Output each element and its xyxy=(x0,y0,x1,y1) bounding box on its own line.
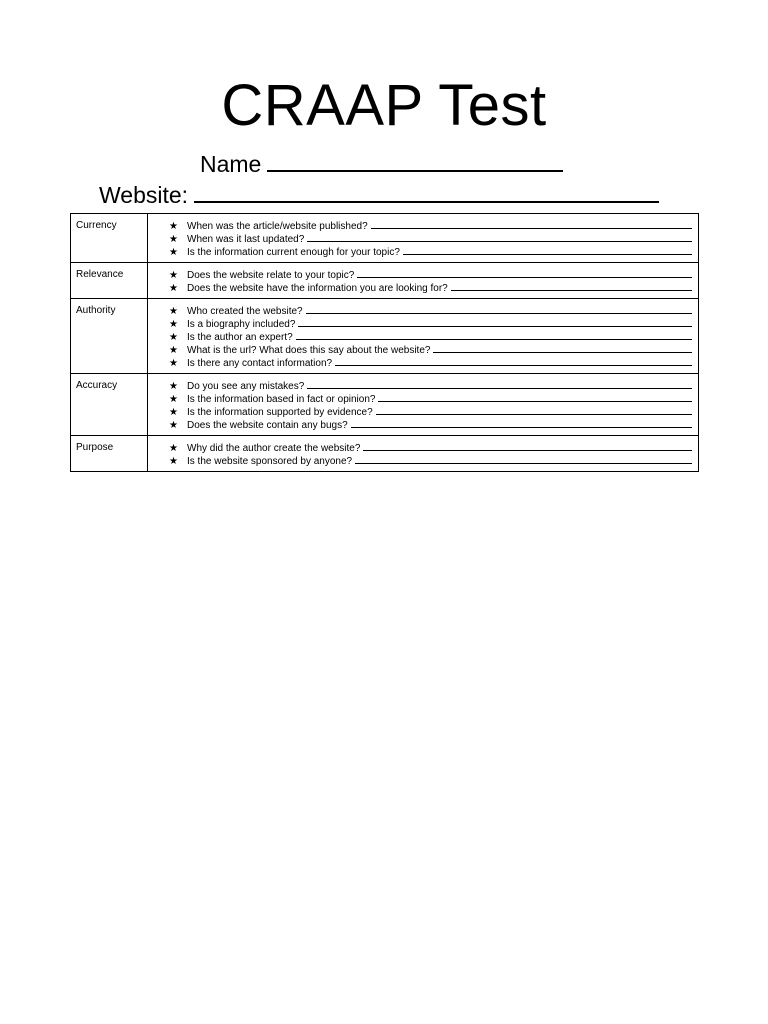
answer-blank-line[interactable] xyxy=(451,281,692,291)
question-text: What is the url? What does this say about the website? xyxy=(187,345,431,356)
answer-blank-line[interactable] xyxy=(363,441,692,451)
star-bullet-icon: ★ xyxy=(169,319,178,330)
page-title: CRAAP Test xyxy=(221,73,547,138)
answer-blank-line[interactable] xyxy=(296,330,692,340)
answer-blank-line[interactable] xyxy=(351,418,692,428)
answer-blank-line[interactable] xyxy=(378,392,692,402)
answer-blank-line[interactable] xyxy=(433,343,692,353)
question-text: Is the information supported by evidence? xyxy=(187,407,373,418)
star-bullet-icon: ★ xyxy=(169,306,178,317)
question-item xyxy=(148,418,692,431)
question-text: Who created the website? xyxy=(187,306,303,317)
website-blank-line[interactable] xyxy=(194,181,659,203)
question-item xyxy=(148,330,692,343)
name-label: Name xyxy=(200,151,262,177)
question-text: Is the website sponsored by anyone? xyxy=(187,456,353,467)
question-list xyxy=(148,436,699,472)
question-text: Does the website have the information you are looking for? xyxy=(187,283,448,294)
question-item xyxy=(148,304,692,317)
question-text: When was the article/website published? xyxy=(187,221,368,232)
question-list xyxy=(148,299,699,374)
question-text: Is a biography included? xyxy=(187,319,296,330)
question-item xyxy=(148,405,692,418)
star-bullet-icon: ★ xyxy=(169,394,178,405)
question-text: When was it last updated? xyxy=(187,234,305,245)
star-bullet-icon: ★ xyxy=(169,456,178,467)
criteria-row-purpose xyxy=(71,436,699,472)
question-item xyxy=(148,317,692,330)
answer-blank-line[interactable] xyxy=(403,245,692,255)
answer-blank-line[interactable] xyxy=(357,268,692,278)
criteria-row-authority xyxy=(71,299,699,374)
star-bullet-icon: ★ xyxy=(169,443,178,454)
star-bullet-icon: ★ xyxy=(169,358,178,369)
category-label: Relevance xyxy=(71,263,148,299)
answer-blank-line[interactable] xyxy=(376,405,692,415)
question-text: Does the website relate to your topic? xyxy=(187,270,355,281)
category-label: Authority xyxy=(71,299,148,374)
criteria-row-relevance xyxy=(71,263,699,299)
question-item xyxy=(148,268,692,281)
question-text: Is the author an expert? xyxy=(187,332,293,343)
answer-blank-line[interactable] xyxy=(335,356,692,366)
star-bullet-icon: ★ xyxy=(169,345,178,356)
question-item xyxy=(148,281,692,294)
question-text: Why did the author create the website? xyxy=(187,443,361,454)
criteria-row-currency xyxy=(71,214,699,263)
category-label: Currency xyxy=(71,214,148,263)
star-bullet-icon: ★ xyxy=(169,270,178,281)
answer-blank-line[interactable] xyxy=(298,317,692,327)
question-item xyxy=(148,219,692,232)
question-text: Does the website contain any bugs? xyxy=(187,420,348,431)
question-text: Is there any contact information? xyxy=(187,358,333,369)
question-text: Do you see any mistakes? xyxy=(187,381,305,392)
star-bullet-icon: ★ xyxy=(169,234,178,245)
question-item xyxy=(148,454,692,467)
category-label: Accuracy xyxy=(71,374,148,436)
question-item xyxy=(148,245,692,258)
star-bullet-icon: ★ xyxy=(169,407,178,418)
question-item xyxy=(148,379,692,392)
star-bullet-icon: ★ xyxy=(169,420,178,431)
star-bullet-icon: ★ xyxy=(169,381,178,392)
criteria-row-accuracy xyxy=(71,374,699,436)
name-blank-line[interactable] xyxy=(267,150,563,172)
question-text: Is the information current enough for your topic? xyxy=(187,247,400,258)
category-label: Purpose xyxy=(71,436,148,472)
question-item xyxy=(148,343,692,356)
craap-table xyxy=(70,213,699,472)
star-bullet-icon: ★ xyxy=(169,332,178,343)
question-item xyxy=(148,392,692,405)
star-bullet-icon: ★ xyxy=(169,247,178,258)
question-text: Is the information based in fact or opinion? xyxy=(187,394,376,405)
question-list xyxy=(148,214,699,263)
question-item xyxy=(148,356,692,369)
question-item xyxy=(148,441,692,454)
question-item xyxy=(148,232,692,245)
question-list xyxy=(148,374,699,436)
website-label: Website: xyxy=(99,182,189,208)
question-list xyxy=(148,263,699,299)
answer-blank-line[interactable] xyxy=(307,232,692,242)
answer-blank-line[interactable] xyxy=(355,454,692,464)
star-bullet-icon: ★ xyxy=(169,221,178,232)
answer-blank-line[interactable] xyxy=(371,219,692,229)
answer-blank-line[interactable] xyxy=(306,304,692,314)
answer-blank-line[interactable] xyxy=(307,379,692,389)
name-field[interactable] xyxy=(200,150,563,178)
website-field[interactable] xyxy=(99,181,659,209)
star-bullet-icon: ★ xyxy=(169,283,178,294)
